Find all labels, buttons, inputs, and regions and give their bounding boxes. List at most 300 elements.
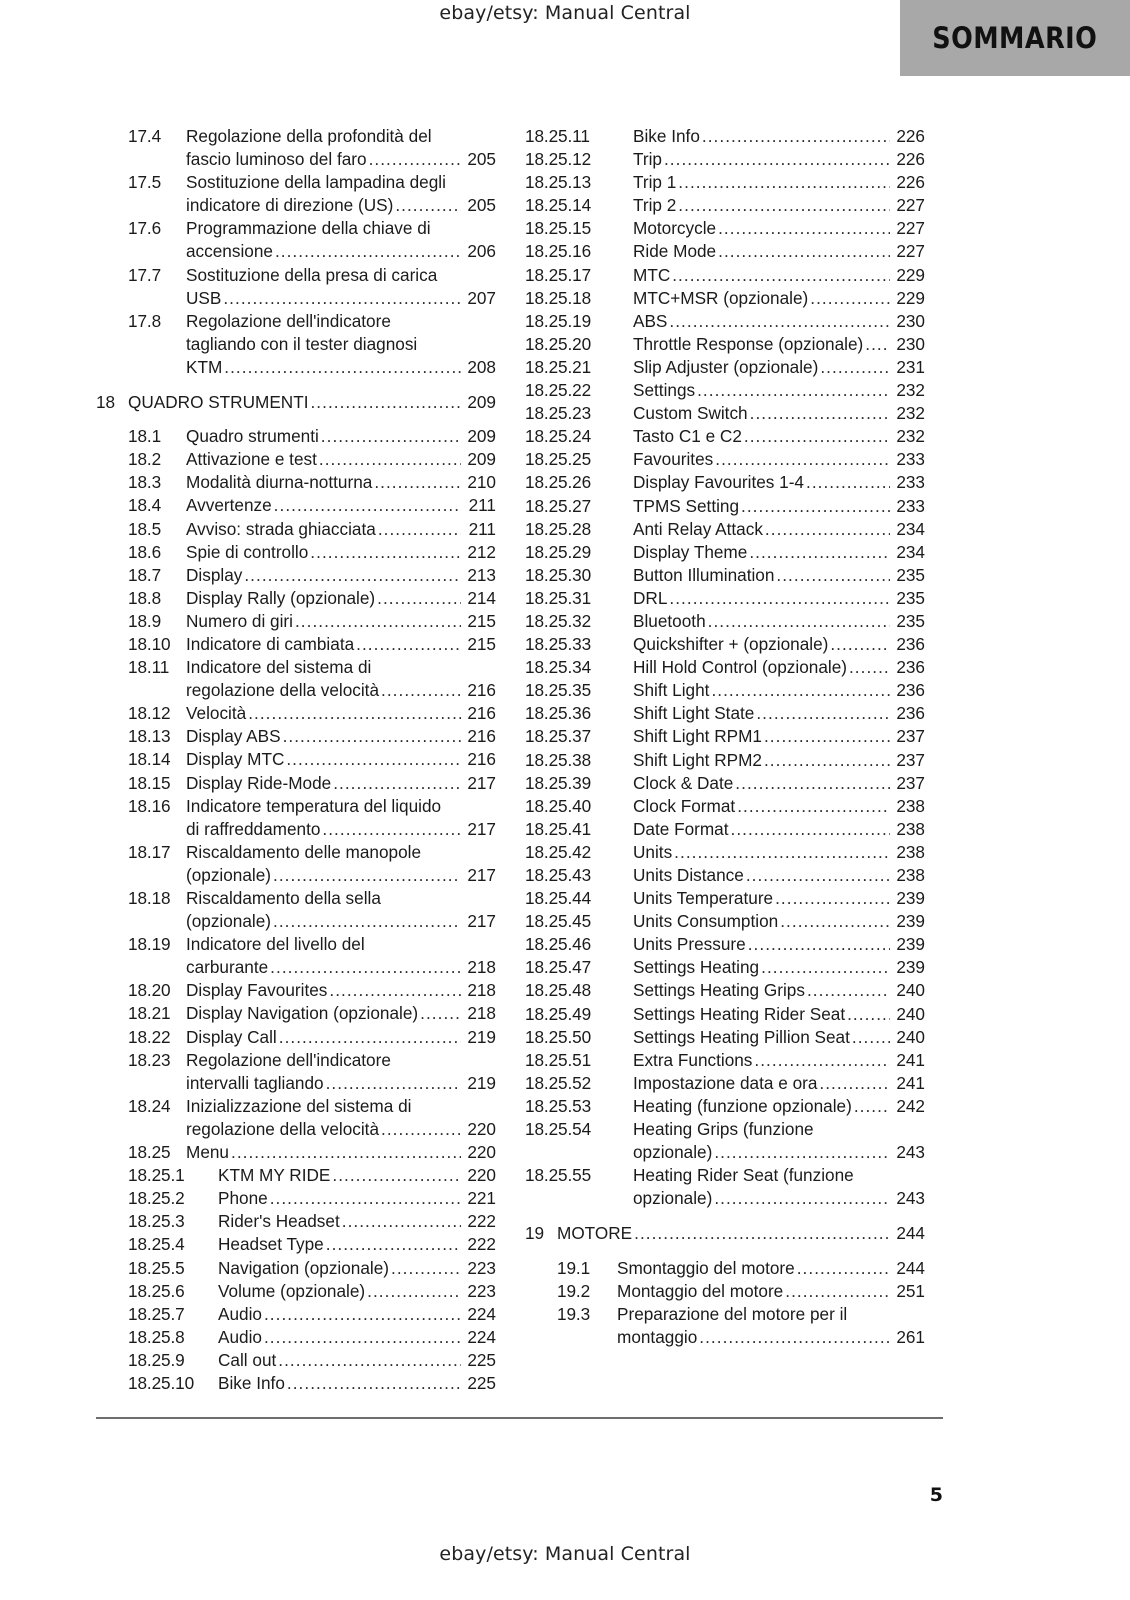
toc-entry-page: 234 — [896, 541, 925, 562]
toc-entry[interactable] — [525, 979, 925, 1002]
toc-entry-line — [186, 240, 496, 263]
toc-entry-number: 18.19 — [128, 934, 171, 955]
toc-entry-body — [218, 1280, 496, 1303]
toc-entry-line — [218, 1280, 496, 1303]
toc-entry-line — [633, 679, 925, 702]
toc-entry-line — [633, 148, 925, 171]
toc-entry[interactable] — [96, 1141, 496, 1164]
toc-entry-page: 234 — [896, 518, 925, 539]
toc-entry-body — [633, 148, 925, 171]
toc-entry[interactable] — [96, 541, 496, 564]
toc-entry-title: QUADRO STRUMENTI — [128, 392, 309, 413]
toc-leader-dots — [270, 956, 461, 979]
toc-entry[interactable] — [525, 887, 925, 910]
toc-entry-body — [186, 587, 496, 610]
toc-entry[interactable] — [96, 725, 496, 748]
toc-entry-page: 241 — [896, 1049, 925, 1070]
toc-entry-page: 209 — [467, 392, 496, 413]
toc-entry[interactable] — [525, 425, 925, 448]
toc-entry-number: 19.3 — [557, 1303, 591, 1324]
toc-entry[interactable] — [525, 310, 925, 333]
toc-entry-body — [617, 1280, 925, 1303]
toc-entry[interactable] — [525, 1049, 925, 1072]
toc-entry-title: Montaggio del motore — [617, 1280, 784, 1301]
toc-entry[interactable] — [96, 1349, 496, 1372]
toc-leader-dots — [244, 564, 461, 587]
toc-entry[interactable] — [525, 841, 925, 864]
toc-entry[interactable] — [96, 494, 496, 517]
toc-entry-number: 18.8 — [128, 587, 162, 608]
toc-entry-line — [633, 217, 925, 240]
toc-leader-dots — [274, 494, 461, 517]
toc-entry-line — [633, 471, 925, 494]
toc-entry-number: 18.25.27 — [525, 495, 592, 516]
toc-entry-number: 18.10 — [128, 633, 171, 654]
toc-entry[interactable] — [525, 379, 925, 402]
toc-leader-dots — [847, 1003, 890, 1026]
toc-entry-line — [633, 702, 925, 725]
toc-entry-title: DRL — [633, 587, 668, 608]
toc-leader-dots — [718, 217, 890, 240]
toc-entry[interactable] — [525, 1026, 925, 1049]
toc-entry-title: Avviso: strada ghiacciata — [186, 518, 376, 539]
toc-leader-dots — [702, 125, 890, 148]
toc-entry-body — [633, 356, 925, 379]
toc-entry[interactable] — [525, 333, 925, 356]
toc-leader-dots — [785, 1280, 890, 1303]
toc-entry[interactable] — [525, 956, 925, 979]
toc-leader-dots — [775, 887, 890, 910]
toc-entry-line — [633, 264, 925, 287]
toc-entry-number: 18.2 — [128, 449, 162, 470]
toc-entry-number: 18.25.13 — [525, 172, 592, 193]
toc-entry-title: Hill Hold Control (opzionale) — [633, 657, 847, 678]
toc-leader-dots — [279, 1026, 461, 1049]
toc-entry-number: 18.17 — [128, 841, 171, 862]
toc-leader-dots — [283, 725, 461, 748]
toc-entry-page: 218 — [467, 957, 496, 978]
toc-entry-line — [186, 541, 496, 564]
toc-leader-dots — [342, 1210, 461, 1233]
toc-entry-number: 18.25.3 — [128, 1211, 185, 1232]
toc-entry-title: Anti Relay Attack — [633, 518, 763, 539]
toc-leader-dots — [820, 356, 890, 379]
toc-leader-dots — [326, 1233, 461, 1256]
toc-entry-title: Units Temperature — [633, 888, 774, 909]
toc-entry-title: Shift Light — [633, 680, 710, 701]
toc-entry-title: TPMS Setting — [633, 495, 740, 516]
toc-entry[interactable] — [96, 125, 496, 171]
toc-entry-title: Settings Heating Pillion Seat — [633, 1026, 850, 1047]
toc-entry-page: 237 — [896, 726, 925, 747]
toc-leader-dots — [326, 1072, 461, 1095]
toc-entry-line — [633, 1187, 925, 1210]
toc-leader-dots — [865, 333, 890, 356]
toc-leader-dots — [377, 587, 461, 610]
toc-entry-page: 232 — [896, 426, 925, 447]
toc-entry-number: 18.25.7 — [128, 1303, 185, 1324]
toc-entry[interactable] — [525, 1072, 925, 1095]
toc-leader-dots — [852, 1026, 890, 1049]
toc-entry[interactable] — [96, 841, 496, 887]
toc-leader-dots — [756, 702, 890, 725]
toc-entry-body — [557, 1222, 925, 1245]
toc-entry-line — [186, 1026, 496, 1049]
toc-entry-line — [186, 633, 496, 656]
toc-entry[interactable] — [525, 402, 925, 425]
toc-entry[interactable] — [96, 1026, 496, 1049]
toc-entry-body — [186, 933, 496, 979]
toc-entry-title: Button Illumination — [633, 564, 775, 585]
toc-entry-body — [633, 518, 925, 541]
toc-entry-title: Display Favourites — [186, 980, 328, 1001]
toc-leader-dots — [849, 656, 890, 679]
toc-entry[interactable] — [96, 448, 496, 471]
toc-entry-page: 218 — [467, 1003, 496, 1024]
toc-entry-body — [617, 1257, 925, 1280]
toc-entry-page: 212 — [467, 541, 496, 562]
toc-entry[interactable] — [96, 748, 496, 771]
toc-leader-dots — [748, 933, 890, 956]
toc-entry-body — [186, 772, 496, 795]
toc-leader-dots — [391, 1257, 461, 1280]
toc-entry[interactable] — [525, 448, 925, 471]
toc-entry[interactable] — [96, 702, 496, 725]
toc-entry[interactable] — [525, 1003, 925, 1026]
toc-entry-body — [186, 748, 496, 771]
toc-entry-page: 227 — [896, 218, 925, 239]
toc-entry-line — [633, 379, 925, 402]
toc-entry-title: Audio — [218, 1326, 262, 1347]
toc-entry-body — [633, 171, 925, 194]
toc-entry[interactable] — [525, 864, 925, 887]
toc-entry-line — [186, 610, 496, 633]
toc-entry[interactable] — [96, 1372, 496, 1395]
toc-entry-body — [633, 541, 925, 564]
toc-entry[interactable] — [525, 1280, 925, 1303]
toc-entry-page: 210 — [467, 472, 496, 493]
toc-entry-number: 18.25.40 — [525, 795, 592, 816]
toc-entry[interactable] — [525, 194, 925, 217]
toc-entry-line — [633, 1049, 925, 1072]
toc-entry[interactable] — [525, 1118, 925, 1164]
toc-entry[interactable] — [525, 702, 925, 725]
toc-entry[interactable] — [525, 148, 925, 171]
toc-entry[interactable] — [525, 217, 925, 240]
toc-entry[interactable] — [96, 1210, 496, 1233]
toc-entry-title: Slip Adjuster (opzionale) — [633, 356, 819, 377]
toc-entry-body — [633, 656, 925, 679]
toc-entry-line — [633, 656, 925, 679]
toc-entry-title: KTM — [186, 356, 223, 377]
toc-entry-line — [218, 1187, 496, 1210]
toc-entry[interactable] — [96, 564, 496, 587]
toc-entry-title: intervalli tagliando — [186, 1072, 324, 1093]
toc-entry[interactable] — [525, 910, 925, 933]
toc-entry[interactable] — [96, 310, 496, 379]
toc-entry-title: Settings Heating — [633, 957, 760, 978]
toc-entry-number: 18.25.25 — [525, 449, 592, 470]
toc-entry-body — [633, 1072, 925, 1095]
toc-entry-page: 235 — [896, 587, 925, 608]
toc-entry-number: 18.9 — [128, 610, 162, 631]
toc-entry[interactable] — [525, 749, 925, 772]
toc-entry-body — [633, 1164, 925, 1210]
toc-entry-page: 236 — [896, 680, 925, 701]
toc-entry-title: Sostituzione della lampadina degli — [186, 172, 446, 193]
toc-entry-body — [186, 633, 496, 656]
toc-leader-dots — [761, 956, 890, 979]
toc-entry-page: 236 — [896, 657, 925, 678]
toc-entry-body — [633, 448, 925, 471]
toc-entry-page: 236 — [896, 703, 925, 724]
toc-entry-page: 219 — [467, 1072, 496, 1093]
toc-entry[interactable] — [525, 1095, 925, 1118]
toc-entry[interactable] — [525, 818, 925, 841]
toc-entry-page: 217 — [467, 864, 496, 885]
toc-entry-body — [633, 864, 925, 887]
toc-entry[interactable] — [525, 1164, 925, 1210]
toc-entry-title: indicatore di direzione (US) — [186, 195, 394, 216]
toc-entry-number: 18.25.1 — [128, 1165, 185, 1186]
toc-entry[interactable] — [96, 656, 496, 702]
toc-entry-number: 18.25.52 — [525, 1072, 592, 1093]
toc-entry-body — [633, 402, 925, 425]
toc-entry-page: 237 — [896, 772, 925, 793]
toc-entry-number: 17.8 — [128, 310, 162, 331]
toc-entry[interactable] — [96, 772, 496, 795]
toc-entry-body — [186, 887, 496, 933]
toc-leader-dots — [697, 379, 890, 402]
toc-entry[interactable] — [525, 633, 925, 656]
toc-entry-title: regolazione della velocità — [186, 1118, 380, 1139]
toc-entry[interactable] — [525, 171, 925, 194]
toc-entry-title: carburante — [186, 957, 269, 978]
toc-entry[interactable] — [96, 933, 496, 979]
toc-entry-line — [633, 772, 925, 795]
toc-entry-title: Units Pressure — [633, 934, 746, 955]
toc-entry-title: Tasto C1 e C2 — [633, 426, 742, 447]
toc-entry[interactable] — [525, 471, 925, 494]
toc-entry-line — [218, 1326, 496, 1349]
toc-leader-dots — [381, 1118, 461, 1141]
toc-entry-page: 223 — [467, 1280, 496, 1301]
toc-entry-title: Trip — [633, 149, 662, 170]
toc-entry[interactable] — [525, 1257, 925, 1280]
toc-entry-body — [633, 1118, 925, 1164]
toc-entry-title: Bike Info — [218, 1372, 285, 1393]
toc-entry-line — [186, 772, 496, 795]
toc-entry[interactable] — [96, 391, 496, 414]
toc-leader-dots — [715, 448, 890, 471]
toc-entry[interactable] — [96, 979, 496, 1002]
toc-entry[interactable] — [96, 1303, 496, 1326]
toc-entry-line — [186, 910, 496, 933]
toc-entry-number: 18.25.38 — [525, 749, 592, 770]
toc-entry-title: Programmazione della chiave di — [186, 218, 431, 239]
toc-leader-dots — [356, 633, 461, 656]
toc-entry-body — [186, 702, 496, 725]
toc-entry-title: Display MTC — [186, 749, 285, 770]
toc-entry-title: Display Ride-Mode — [186, 772, 332, 793]
toc-entry-body — [633, 425, 925, 448]
toc-entry[interactable] — [96, 610, 496, 633]
toc-entry-page: 217 — [467, 818, 496, 839]
toc-entry-title: MOTORE — [557, 1223, 633, 1244]
toc-entry-line — [218, 1233, 496, 1256]
toc-entry-body — [186, 310, 496, 379]
toc-entry[interactable] — [525, 264, 925, 287]
toc-entry-number: 18.25.35 — [525, 680, 592, 701]
toc-entry-line — [633, 125, 925, 148]
toc-entry[interactable] — [96, 518, 496, 541]
toc-entry-body — [218, 1233, 496, 1256]
toc-entry-body — [633, 841, 925, 864]
toc-entry-line — [633, 1026, 925, 1049]
toc-entry[interactable] — [96, 217, 496, 263]
toc-leader-dots — [273, 910, 461, 933]
toc-entry-line — [186, 148, 496, 171]
toc-entry-number: 18.25.15 — [525, 218, 592, 239]
toc-entry-line — [218, 1349, 496, 1372]
toc-entry-number: 18.25.16 — [525, 241, 592, 262]
toc-entry-line — [633, 933, 925, 956]
toc-entry-body — [633, 633, 925, 656]
toc-leader-dots — [780, 910, 890, 933]
toc-entry-line — [186, 887, 496, 910]
toc-entry[interactable] — [525, 772, 925, 795]
toc-entry-page: 243 — [896, 1142, 925, 1163]
toc-entry-title: Quickshifter + (opzionale) — [633, 634, 829, 655]
toc-entry-title: Velocità — [186, 703, 247, 724]
toc-entry-body — [633, 1026, 925, 1049]
toc-leader-dots — [718, 240, 890, 263]
toc-leader-dots — [286, 748, 461, 771]
toc-entry[interactable] — [96, 1049, 496, 1095]
toc-entry-line — [633, 310, 925, 333]
toc-entry-title: Rider's Headset — [218, 1211, 340, 1232]
toc-entry-title: Call out — [218, 1349, 277, 1370]
toc-entry-page: 238 — [896, 865, 925, 885]
toc-leader-dots — [634, 1222, 890, 1245]
toc-entry-page: 225 — [467, 1349, 496, 1370]
toc-leader-dots — [746, 864, 890, 887]
toc-entry-body — [633, 471, 925, 494]
toc-entry[interactable] — [525, 240, 925, 263]
toc-entry-line — [186, 795, 496, 818]
toc-leader-dots — [797, 1257, 890, 1280]
toc-entry-line — [633, 910, 925, 933]
toc-entry[interactable] — [96, 425, 496, 448]
toc-entry-number: 18.15 — [128, 772, 171, 793]
toc-entry[interactable] — [525, 287, 925, 310]
toc-entry[interactable] — [96, 587, 496, 610]
toc-entry[interactable] — [96, 264, 496, 310]
toc-entry-body — [633, 240, 925, 263]
toc-entry-line — [633, 587, 925, 610]
toc-entry-page: 208 — [467, 356, 496, 377]
toc-entry[interactable] — [525, 564, 925, 587]
toc-entry-line — [633, 402, 925, 425]
toc-entry[interactable] — [96, 471, 496, 494]
toc-entry[interactable] — [96, 887, 496, 933]
page-title: SOMMARIO — [932, 21, 1098, 55]
toc-column-left — [96, 125, 496, 1395]
toc-entry-number: 18.25.45 — [525, 911, 592, 932]
toc-entry-title: Shift Light State — [633, 703, 755, 724]
toc-entry-title: Units Distance — [633, 865, 744, 885]
toc-entry-line — [633, 171, 925, 194]
toc-entry[interactable] — [525, 587, 925, 610]
toc-entry[interactable] — [96, 1280, 496, 1303]
toc-entry[interactable] — [96, 1187, 496, 1210]
toc-entry-number: 18.25.33 — [525, 634, 592, 655]
toc-entry[interactable] — [525, 495, 925, 518]
toc-entry[interactable] — [96, 1233, 496, 1256]
toc-entry-number: 18.25.55 — [525, 1165, 592, 1186]
toc-entry[interactable] — [96, 795, 496, 841]
toc-entry-line — [186, 656, 496, 679]
toc-entry-line — [186, 471, 496, 494]
toc-entry-line — [186, 333, 496, 356]
toc-entry-body — [633, 495, 925, 518]
toc-entry[interactable] — [525, 518, 925, 541]
toc-entry[interactable] — [96, 1002, 496, 1025]
toc-entry[interactable] — [525, 610, 925, 633]
toc-entry-page: 218 — [467, 980, 496, 1001]
toc-entry[interactable] — [525, 541, 925, 564]
toc-entry-number: 18.25.24 — [525, 426, 592, 447]
toc-entry-number: 18.25.41 — [525, 818, 592, 839]
toc-entry-body — [633, 610, 925, 633]
toc-entry-title: Sostituzione della presa di carica — [186, 264, 438, 285]
toc-leader-dots — [322, 818, 461, 841]
toc-entry-body — [633, 933, 925, 956]
toc-entry[interactable] — [525, 1303, 925, 1349]
toc-entry-title: Heating Grips (funzione — [633, 1119, 814, 1140]
toc-entry[interactable] — [525, 356, 925, 379]
toc-entry-page: 240 — [896, 1026, 925, 1047]
toc-entry[interactable] — [525, 125, 925, 148]
toc-entry-title: Motorcycle — [633, 218, 717, 239]
toc-entry[interactable] — [96, 171, 496, 217]
toc-entry-body — [633, 217, 925, 240]
toc-leader-dots — [819, 1072, 890, 1095]
toc-entry-title: Regolazione dell'indicatore — [186, 310, 391, 331]
toc-entry-body — [633, 125, 925, 148]
toc-entry[interactable] — [96, 1095, 496, 1141]
toc-entry-number: 18.22 — [128, 1026, 171, 1047]
toc-entry[interactable] — [96, 1326, 496, 1349]
toc-entry[interactable] — [525, 725, 925, 748]
toc-entry[interactable] — [525, 1222, 925, 1245]
toc-entry-page: 226 — [896, 126, 925, 146]
toc-entry-line — [186, 287, 496, 310]
toc-entry[interactable] — [525, 679, 925, 702]
toc-entry-page: 261 — [896, 1326, 925, 1347]
toc-entry[interactable] — [525, 933, 925, 956]
toc-entry[interactable] — [525, 656, 925, 679]
toc-entry[interactable] — [525, 795, 925, 818]
toc-entry-line — [633, 564, 925, 587]
toc-entry[interactable] — [96, 1257, 496, 1280]
toc-leader-dots — [378, 518, 461, 541]
toc-entry-title: Throttle Response (opzionale) — [633, 333, 864, 354]
toc-leader-dots — [275, 240, 461, 263]
toc-entry[interactable] — [96, 633, 496, 656]
toc-entry[interactable] — [96, 1164, 496, 1187]
toc-entry-title: Display Navigation (opzionale) — [186, 1003, 419, 1024]
